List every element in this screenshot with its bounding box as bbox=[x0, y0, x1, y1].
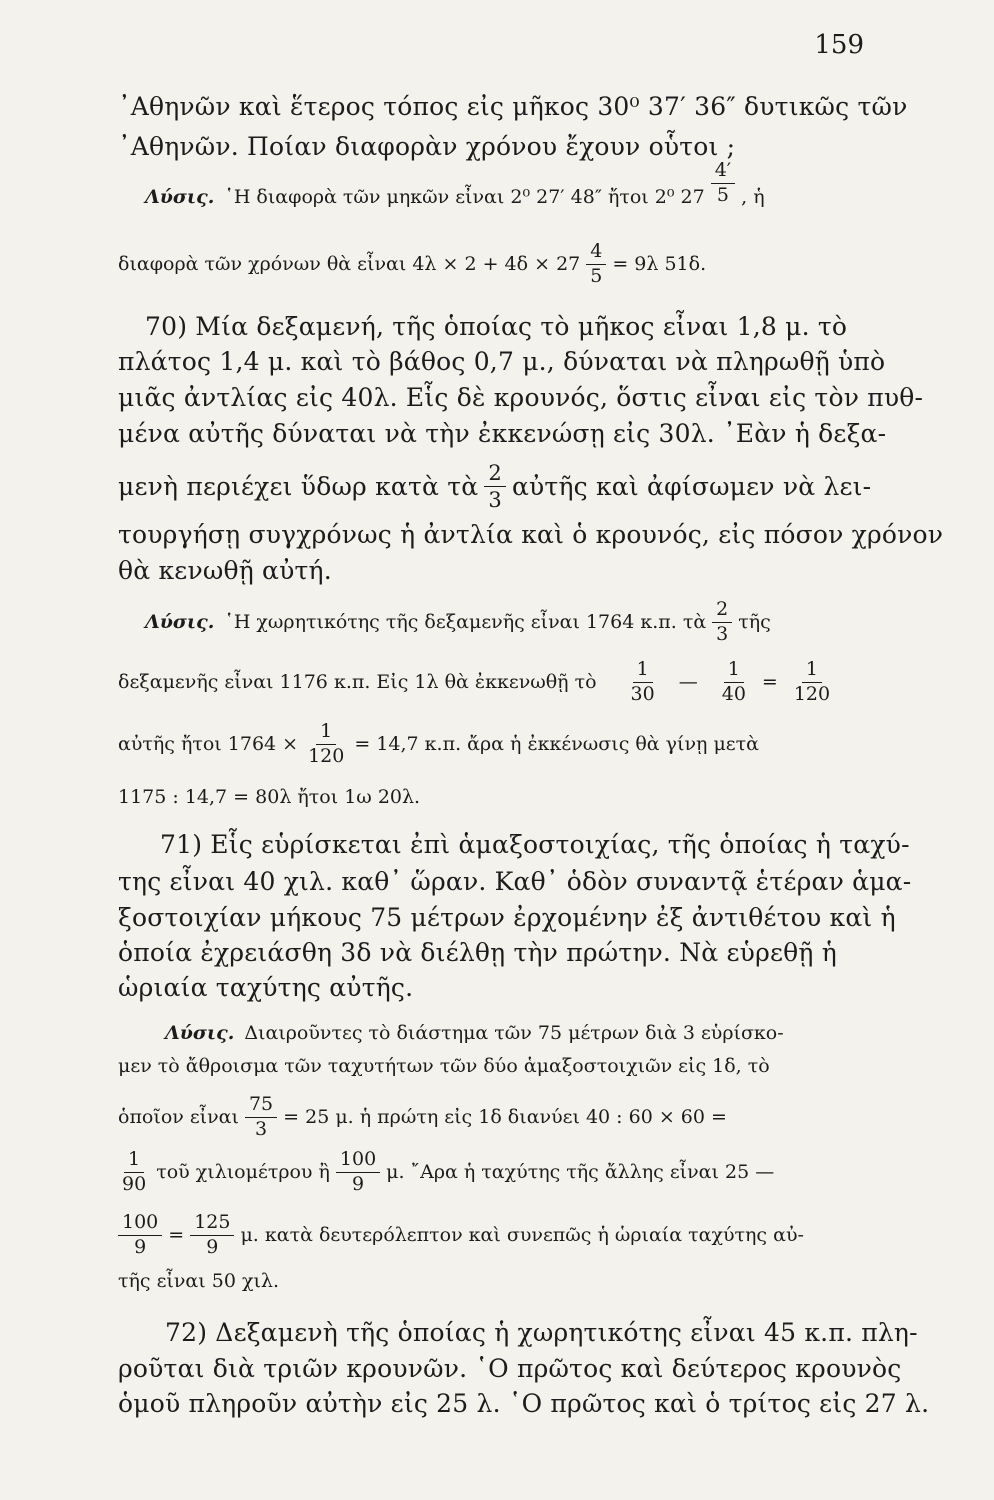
solution70-text2: δεξαμενῆς εἶναι 1176 κ.π. Εἰς 1λ θὰ ἐκκενωθῇ τὸ bbox=[118, 671, 597, 694]
solution69-line2 bbox=[118, 242, 878, 287]
solution69-text2-end: = 9λ 51δ. bbox=[612, 253, 707, 276]
solution71-line4 bbox=[118, 1150, 878, 1195]
equals-sign: = bbox=[761, 671, 778, 694]
problem69-line2: ᾽Αθηνῶν. Ποίαν διαφορὰν χρόνου ἔχουν οὗτοι ; bbox=[118, 132, 736, 161]
solution69-line1 bbox=[145, 159, 878, 220]
solution70-line4: 1175 : 14,7 = 80λ ἤτοι 1ω 20λ. bbox=[118, 786, 421, 808]
fraction bbox=[711, 161, 735, 206]
solution70-text3-post: = 14,7 κ.π. ἄρα ἡ ἐκκένωσις θὰ γίνῃ μετὰ bbox=[354, 733, 759, 756]
fraction-denominator: 5 bbox=[716, 183, 729, 206]
fraction-numerator: 100 bbox=[118, 1213, 162, 1236]
fraction-denominator: 3 bbox=[488, 488, 502, 513]
fraction-denominator: 3 bbox=[716, 622, 729, 645]
equals-sign: = bbox=[168, 1224, 185, 1247]
page-number: 159 bbox=[814, 30, 864, 60]
solution71-text5-post: μ. κατὰ δευτερόλεπτον καὶ συνεπῶς ἡ ὡριαία ταχύτης αὐ- bbox=[240, 1224, 804, 1247]
fraction-numerator: 1 bbox=[316, 722, 336, 745]
solution70-line1 bbox=[145, 600, 878, 645]
solution71-text3-post: = 25 μ. ἡ πρώτη εἰς 1δ διανύει 40 : 60 × 60 = bbox=[283, 1106, 727, 1129]
fraction-denominator: 120 bbox=[793, 682, 831, 705]
fraction-denominator: 30 bbox=[630, 682, 655, 705]
problem71-line2: της εἶναι 40 χιλ. καθ᾽ ὥραν. Καθ᾽ ὁδὸν συναντᾷ ἑτέραν ἁμα- bbox=[118, 867, 912, 896]
fraction-numerator: 4 bbox=[586, 242, 606, 265]
fraction-denominator: 90 bbox=[122, 1172, 147, 1195]
solution70-text1: ῾Η χωρητικότης τῆς δεξαμενῆς εἶναι 1764 κ.π. τὰ bbox=[224, 611, 707, 634]
problem70-line3: μιᾶς ἀντλίας εἰς 40λ. Εἷς δὲ κρουνός, ὅστις εἶναι εἰς τὸν πυθ- bbox=[118, 383, 924, 412]
minus-sign: — bbox=[678, 671, 698, 694]
fraction-denominator: 9 bbox=[351, 1172, 365, 1195]
fraction bbox=[790, 660, 834, 705]
solution71-text4-mid: τοῦ χιλιομέτρου ἢ bbox=[156, 1161, 330, 1184]
fraction-denominator: 40 bbox=[721, 682, 746, 705]
solution-label: Λύσις. bbox=[145, 186, 215, 209]
fraction bbox=[627, 660, 659, 705]
solution70-text1-end: τῆς bbox=[738, 611, 771, 634]
fraction bbox=[118, 1213, 162, 1258]
solution70-text3-pre: αὐτῆς ἤτοι 1764 × bbox=[118, 733, 299, 756]
fraction-numerator: 2 bbox=[712, 600, 732, 623]
solution71-text3-pre: ὁποῖον εἶναι bbox=[118, 1106, 239, 1129]
fraction-numerator: 2 bbox=[484, 462, 506, 487]
fraction-numerator: 1 bbox=[724, 660, 744, 683]
problem70-line4: μένα αὐτῆς δύναται νὰ τὴν ἐκκενώσῃ εἰς 30λ. ᾽Εὰν ἡ δεξα- bbox=[118, 419, 887, 448]
problem71-line4: ὁποία ἐχρειάσθη 3δ νὰ διέλθῃ τὴν πρώτην. Νὰ εὑρεθῇ ἡ bbox=[118, 938, 837, 967]
solution71-line6: τῆς εἶναι 50 χιλ. bbox=[118, 1270, 279, 1292]
fraction bbox=[304, 722, 348, 767]
fraction-numerator: 75 bbox=[245, 1095, 277, 1118]
solution70-line2 bbox=[118, 660, 878, 705]
problem70-line6: τουργήσῃ συγχρόνως ἡ ἀντλία καὶ ὁ κρουνός, εἰς πόσον χρόνον bbox=[118, 520, 944, 549]
fraction-denominator: 5 bbox=[590, 264, 603, 287]
problem72-line1: 72) Δεξαμενὴ τῆς ὁποίας ἡ χωρητικότης εἶναι 45 κ.π. πλη- bbox=[165, 1318, 918, 1347]
fraction-denominator: 3 bbox=[255, 1117, 268, 1140]
fraction bbox=[484, 462, 506, 511]
problem71-line1: 71) Εἷς εὑρίσκεται ἐπὶ ἁμαξοστοιχίας, τῆς ὁποίας ἡ ταχύ- bbox=[160, 830, 910, 859]
fraction bbox=[586, 242, 606, 287]
solution71-line2: μεν τὸ ἄθροισμα τῶν ταχυτήτων τῶν δύο ἁμαξοστοιχιῶν εἰς 1δ, τὸ bbox=[118, 1055, 770, 1077]
solution71-text1: Διαιροῦντες τὸ διάστημα τῶν 75 μέτρων διὰ 3 εὑρίσκο- bbox=[244, 1022, 784, 1044]
fraction-numerator: 100 bbox=[336, 1150, 380, 1173]
problem69-line1: ᾽Αθηνῶν καὶ ἕτερος τόπος εἰς μῆκος 30⁰ 37′ 36″ δυτικῶς τῶν bbox=[118, 92, 908, 121]
fraction bbox=[336, 1150, 380, 1195]
fraction bbox=[718, 660, 750, 705]
problem70-line7: θὰ κενωθῇ αὐτή. bbox=[118, 556, 332, 585]
fraction-numerator: 125 bbox=[190, 1213, 234, 1236]
solution71-line5 bbox=[118, 1213, 878, 1258]
solution69-text1-end: , ἡ bbox=[741, 186, 765, 209]
problem71-line3: ξοστοιχίαν μήκους 75 μέτρων ἐρχομένην ἐξ ἀντιθέτου καὶ ἡ bbox=[118, 903, 896, 932]
solution71-line3 bbox=[118, 1095, 878, 1140]
solution-label: Λύσις. bbox=[165, 1022, 235, 1044]
fraction-numerator: 1 bbox=[802, 660, 822, 683]
fraction-denominator: 9 bbox=[134, 1235, 147, 1258]
problem70-line1: 70) Μία δεξαμενή, τῆς ὁποίας τὸ μῆκος εἶναι 1,8 μ. τὸ bbox=[145, 312, 848, 341]
solution-label: Λύσις. bbox=[145, 611, 215, 634]
solution69-text1: ῾Η διαφορὰ τῶν μηκῶν εἶναι 2⁰ 27′ 48″ ἤτοι 2⁰ 27 bbox=[224, 186, 705, 209]
fraction-denominator: 120 bbox=[308, 744, 345, 767]
problem70-line5 bbox=[118, 462, 878, 511]
fraction-denominator: 9 bbox=[206, 1235, 219, 1258]
fraction bbox=[190, 1213, 234, 1258]
fraction-numerator: 4′ bbox=[711, 161, 735, 184]
solution71-text4-post: μ. ῎Αρα ἡ ταχύτης τῆς ἄλλης εἶναι 25 — bbox=[386, 1161, 775, 1184]
fraction-numerator: 1 bbox=[633, 660, 653, 683]
fraction bbox=[245, 1095, 277, 1140]
problem72-line2: ροῦται διὰ τριῶν κρουνῶν. ῾Ο πρῶτος καὶ δεύτερος κρουνὸς bbox=[118, 1354, 902, 1383]
solution70-line3 bbox=[118, 722, 878, 767]
solution69-text2: διαφορὰ τῶν χρόνων θὰ εἶναι 4λ × 2 + 4δ × 27 bbox=[118, 253, 581, 276]
problem70-text5-post: αὐτῆς καὶ ἀφίσωμεν νὰ λει- bbox=[511, 472, 872, 502]
fraction bbox=[118, 1150, 150, 1195]
fraction-numerator: 1 bbox=[124, 1150, 144, 1173]
problem72-line3: ὁμοῦ πληροῦν αὐτὴν εἰς 25 λ. ῾Ο πρῶτος καὶ ὁ τρίτος εἰς 27 λ. bbox=[118, 1389, 930, 1418]
problem70-text5-pre: μενὴ περιέχει ὕδωρ κατὰ τὰ bbox=[118, 472, 479, 502]
fraction bbox=[712, 600, 732, 645]
problem70-line2: πλάτος 1,4 μ. καὶ τὸ βάθος 0,7 μ., δύναται νὰ πληρωθῇ ὑπὸ bbox=[118, 347, 886, 376]
solution71-line1 bbox=[165, 1022, 878, 1044]
problem71-line5: ὡριαία ταχύτης αὐτῆς. bbox=[118, 973, 414, 1002]
